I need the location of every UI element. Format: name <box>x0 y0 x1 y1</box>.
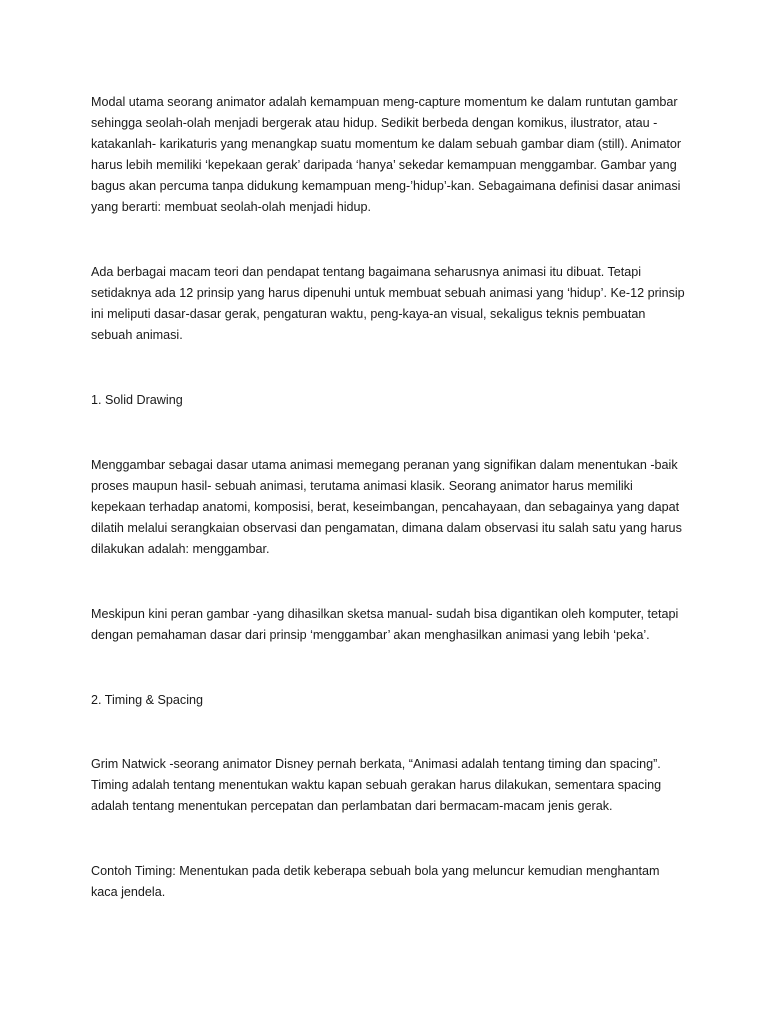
spacer <box>91 411 688 455</box>
paragraph-timing-example: Contoh Timing: Menentukan pada detik keberapa sebuah bola yang meluncur kemudian menghantam kaca jendela. <box>91 864 660 899</box>
spacer <box>91 346 688 390</box>
paragraph-intro: Modal utama seorang animator adalah kemampuan meng-capture momentum ke dalam runtutan gambar sehingga seolah-olah menjadi bergerak atau hidup. Sedikit berbeda dengan komikus, ilustrator, atau -katakanlah- karikaturis yang menangkap suatu momentum ke dalam sebuah gambar diam (still). Animator harus lebih memiliki ‘kepekaan gerak’ daripada ‘hanya’ sekedar kemampuan menggambar. Gambar yang bagus akan percuma tanpa didukung kemampuan meng-’hidup’-kan. Sebagaimana definisi dasar animasi yang berarti: membuat seolah-olah menjadi hidup. <box>91 95 682 214</box>
paragraph-timing-spacing: Grim Natwick -seorang animator Disney pernah berkata, “Animasi adalah tentang timing dan spacing”. Timing adalah tentang menentukan waktu kapan sebuah gerakan harus dilakukan, sementara spacing adalah tentang menentukan percepatan dan perlambatan dari bermacam-macam jenis gerak. <box>91 757 662 813</box>
spacer <box>91 560 688 604</box>
paragraph-solid-drawing: Menggambar sebagai dasar utama animasi memegang peranan yang signifikan dalam menentukan -baik proses maupun hasil- sebuah animasi, terutama animasi klasik. Seorang animator harus memiliki kepekaan terhadap anatomi, komposisi, berat, keseimbangan, pencahayaan, dan sebagainya yang dapat dilatih melalui serangkaian observasi dan pengamatan, dimana dalam observasi itu salah satu yang harus dilakukan adalah: menggambar. <box>91 458 682 556</box>
spacer <box>91 646 688 690</box>
section-heading-solid-drawing: 1. Solid Drawing <box>91 393 183 407</box>
spacer <box>91 817 688 861</box>
paragraph-computer: Meskipun kini peran gambar -yang dihasilkan sketsa manual- sudah bisa digantikan oleh komputer, tetapi dengan pemahaman dasar dari prinsip ‘menggambar’ akan menghasilkan animasi yang lebih ‘peka’. <box>91 607 679 642</box>
section-heading-timing-spacing: 2. Timing & Spacing <box>91 693 204 707</box>
spacer <box>91 218 688 262</box>
spacer <box>91 711 688 754</box>
paragraph-principles: Ada berbagai macam teori dan pendapat tentang bagaimana seharusnya animasi itu dibuat. Tetapi setidaknya ada 12 prinsip yang harus dipenuhi untuk membuat sebuah animasi yang ‘hidup’. Ke-12 prinsip ini meliputi dasar-dasar gerak, pengaturan waktu, peng-kaya-an visual, sekaligus teknis pembuatan sebuah animasi. <box>91 265 685 342</box>
